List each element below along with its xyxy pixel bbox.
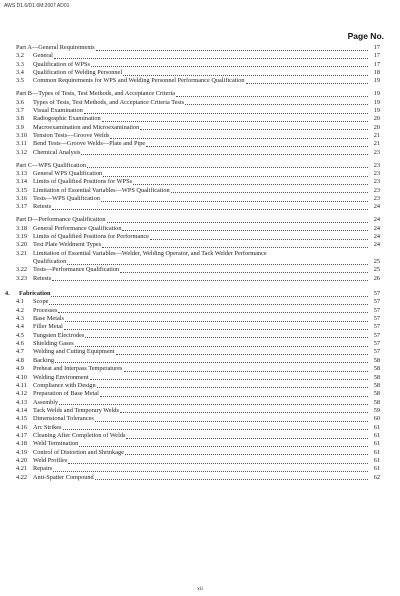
toc-page-number: 24 [373, 224, 380, 232]
toc-entry-title: Weld Termination [33, 440, 79, 448]
toc-entry[interactable] [0, 107, 400, 115]
toc-entry[interactable] [0, 178, 400, 186]
toc-entry-title: Retests [33, 203, 52, 211]
toc-entry[interactable] [0, 99, 400, 107]
toc-page-number: 19 [373, 77, 380, 85]
toc-page-number: 57 [373, 340, 380, 348]
toc-entry[interactable] [0, 307, 400, 315]
toc-entry-number: 4.20 [16, 456, 28, 464]
dot-leader [125, 449, 368, 456]
toc-entry-number: 3.20 [16, 241, 28, 249]
toc-page-number: 19 [373, 90, 380, 98]
toc-page-number: 23 [373, 178, 380, 186]
toc-entry[interactable] [0, 233, 400, 241]
toc-entry-title: Limitation of Essential Variables—Welder, Welding Operator, and Tack Welder Performance [33, 249, 267, 257]
toc-entry-title: Compliance with Design [33, 381, 96, 389]
toc-entry[interactable] [0, 348, 400, 356]
toc-entry[interactable] [0, 424, 400, 432]
toc-entry-number: 4.8 [16, 356, 24, 364]
dot-leader [171, 187, 368, 194]
dot-leader [122, 225, 368, 232]
toc-entry-title: Fabrication [19, 290, 51, 298]
dot-leader [176, 90, 368, 97]
toc-entry-number: 4.18 [16, 440, 28, 448]
dot-leader [53, 465, 368, 472]
dot-leader [49, 298, 368, 305]
table-of-contents [0, 44, 400, 482]
toc-entry-number: 4.7 [16, 348, 24, 356]
toc-entry-title: Preparation of Base Metal [33, 390, 99, 398]
toc-page-number: 25 [373, 258, 380, 266]
dot-leader [64, 323, 368, 330]
toc-entry-number: 3.19 [16, 233, 28, 240]
dot-leader [120, 407, 368, 414]
toc-entry-number: 3.18 [16, 224, 28, 232]
toc-entry-title: Welding and Cutting Equipment [33, 348, 115, 356]
dot-leader [107, 216, 368, 223]
dot-leader [123, 69, 368, 76]
toc-entry-number: 3.6 [16, 98, 24, 106]
toc-entry-number: 3.4 [16, 69, 24, 77]
toc-entry-number: 4.3 [16, 315, 24, 323]
toc-entry-title: Bend Tests—Groove Welds—Plate and Pipe [33, 140, 146, 148]
toc-entry-number: 4.15 [16, 415, 28, 423]
dot-leader [100, 390, 368, 397]
toc-page-number: 58 [373, 398, 380, 406]
dot-leader [246, 77, 368, 84]
toc-entry[interactable] [0, 241, 400, 249]
toc-entry-number: 3.2 [16, 52, 24, 60]
toc-entry-number: 4.21 [16, 465, 28, 473]
toc-page-number: 24 [373, 241, 380, 249]
toc-entry[interactable] [0, 323, 400, 331]
toc-entry-number: 4.16 [16, 423, 28, 431]
toc-entry-title: Processes [33, 306, 58, 314]
toc-entry-title: Retests [33, 274, 52, 282]
dot-leader [133, 178, 368, 185]
toc-entry[interactable] [0, 474, 400, 482]
toc-entry[interactable] [0, 132, 400, 140]
dot-leader [124, 365, 369, 372]
toc-entry-title: Scope [33, 298, 49, 306]
dot-leader [51, 290, 368, 297]
toc-page-number: 61 [373, 448, 380, 456]
toc-entry-title: Assembly [33, 398, 59, 406]
toc-entry-title: Part D—Performance Qualification [16, 216, 106, 224]
toc-entry-number: 3.23 [16, 274, 28, 282]
toc-entry-title: General Performance Qualification [33, 224, 122, 232]
toc-page-number: 17 [373, 52, 380, 60]
toc-entry-title: Repairs [33, 465, 53, 473]
toc-page-number: 57 [373, 331, 380, 339]
dot-leader [103, 170, 368, 177]
toc-entry-number: 4.11 [16, 381, 27, 389]
toc-entry-title: Cleaning After Completion of Welds [33, 431, 126, 439]
toc-page-number: 19 [373, 107, 380, 114]
toc-page-number: 61 [373, 465, 380, 473]
toc-page-number: 60 [373, 415, 380, 423]
toc-entry[interactable] [0, 357, 400, 365]
toc-entry[interactable] [0, 407, 400, 415]
toc-entry-title: Part C—WPS Qualification [16, 161, 86, 169]
toc-page-number: 17 [373, 60, 380, 68]
dot-leader [81, 149, 368, 156]
toc-entry-number: 4.4 [16, 323, 24, 331]
toc-entry-wrapped[interactable] [0, 250, 400, 258]
toc-page-number: 19 [373, 98, 380, 106]
toc-entry-continuation[interactable] [0, 258, 400, 266]
toc-entry-number: 4.5 [16, 331, 24, 339]
toc-page-number: 57 [373, 323, 380, 331]
toc-page-number: 26 [373, 274, 380, 282]
toc-entry[interactable] [0, 298, 400, 306]
toc-page-number: 23 [373, 161, 380, 169]
toc-entry-title: Tests—Performance Qualification [33, 266, 120, 274]
dot-leader [102, 115, 368, 122]
toc-entry-number: 4.12 [16, 390, 28, 398]
toc-page-number: 57 [373, 315, 380, 323]
toc-entry-title: Tack Welds and Temporary Welds [33, 406, 119, 414]
toc-entry-title: General WPS Qualification [33, 170, 103, 177]
toc-entry-number: 3.14 [16, 178, 28, 186]
dot-leader [58, 307, 368, 314]
toc-entry-title: Anti-Spatter Compound [33, 473, 94, 481]
toc-page-number: 21 [373, 132, 380, 140]
toc-entry-number: 4.2 [16, 306, 24, 314]
toc-page-number: 61 [373, 431, 380, 439]
dot-leader [96, 44, 368, 51]
toc-entry-number: 3.13 [16, 170, 28, 177]
toc-part-heading[interactable] [0, 216, 400, 224]
toc-entry-number: 4.19 [16, 448, 28, 456]
toc-entry-title: Qualification of Welding Personnel [33, 69, 123, 77]
toc-entry-title: Weld Profiles [33, 456, 68, 464]
dot-leader [67, 258, 368, 265]
toc-chapter-heading[interactable] [0, 290, 400, 298]
toc-page-number: 57 [373, 348, 380, 356]
toc-page-number: 58 [373, 356, 380, 364]
toc-entry-title: Welding Environment [33, 373, 89, 381]
toc-page-number: 20 [373, 115, 380, 123]
toc-entry[interactable] [0, 124, 400, 132]
toc-entry-title: Backing [33, 356, 54, 364]
toc-entry[interactable] [0, 140, 400, 148]
dot-leader [102, 241, 368, 248]
dot-leader [87, 162, 368, 169]
toc-entry-title: Tension Tests—Groove Welds [33, 132, 110, 140]
toc-entry[interactable] [0, 77, 400, 85]
toc-page-number: 24 [373, 216, 380, 224]
dot-leader [91, 61, 368, 68]
page-no-label: Page No. [347, 31, 384, 41]
toc-entry[interactable] [0, 275, 400, 283]
toc-entry-number: 4.14 [16, 406, 28, 414]
dot-leader [79, 440, 368, 447]
dot-leader [90, 374, 368, 381]
toc-entry-number: 3.17 [16, 203, 28, 211]
toc-page-number: 61 [373, 440, 380, 448]
dot-leader [54, 52, 368, 59]
toc-entry[interactable] [0, 390, 400, 398]
toc-entry-title: Radiographic Examination [33, 115, 101, 123]
toc-entry-number: 3.9 [16, 123, 24, 131]
toc-entry[interactable] [0, 374, 400, 382]
toc-entry-title: Types of Tests, Test Methods, and Acceptance Criteria Tests [33, 98, 185, 106]
toc-page-number: 23 [373, 186, 380, 194]
toc-entry-title: General [33, 52, 53, 60]
dot-leader [110, 132, 368, 139]
toc-entry-number: 4. [5, 290, 10, 298]
toc-page-number: 23 [373, 148, 380, 156]
toc-entry-number: 3.11 [16, 140, 27, 148]
toc-entry[interactable] [0, 465, 400, 473]
dot-leader [75, 340, 368, 347]
toc-page-number: 61 [373, 456, 380, 464]
toc-part-heading[interactable] [0, 162, 400, 170]
toc-entry-title: Limitation of Essential Variables—WPS Qualification [33, 186, 170, 194]
toc-entry[interactable] [0, 340, 400, 348]
toc-page-number: 23 [373, 195, 380, 203]
toc-entry[interactable] [0, 170, 400, 178]
toc-page-number: 18 [373, 69, 380, 77]
toc-page-number: 24 [373, 203, 380, 211]
dot-leader [95, 474, 368, 481]
toc-entry-number: 3.22 [16, 266, 28, 274]
toc-page-number: 21 [373, 140, 380, 148]
dot-leader [52, 275, 368, 282]
toc-entry-title: Filler Metal [33, 323, 63, 331]
toc-entry[interactable] [0, 415, 400, 423]
dot-leader [185, 99, 368, 106]
toc-entry-title: Tungsten Electrodes [33, 331, 85, 339]
toc-entry-title: Base Metals [33, 315, 64, 323]
toc-page-number: 23 [373, 170, 380, 177]
toc-part-heading[interactable] [0, 44, 400, 52]
toc-page-number: 57 [373, 306, 380, 314]
page-number: xii [197, 586, 203, 592]
toc-entry-title: Qualification [33, 258, 67, 266]
dot-leader [52, 203, 368, 210]
toc-entry-title: Dimensional Tolerances [33, 415, 94, 423]
toc-entry[interactable] [0, 432, 400, 440]
toc-entry-title: Preheat and Interpass Temperatures [33, 365, 123, 373]
dot-leader [95, 415, 368, 422]
toc-part-heading[interactable] [0, 90, 400, 98]
toc-entry-number: 3.12 [16, 148, 28, 156]
toc-page-number: 17 [373, 44, 380, 51]
toc-page-number: 57 [373, 290, 380, 298]
toc-entry[interactable] [0, 149, 400, 157]
toc-page-number: 25 [373, 266, 380, 274]
toc-entry-number: 3.5 [16, 77, 24, 85]
toc-entry[interactable] [0, 365, 400, 373]
toc-page-number: 24 [373, 233, 380, 240]
dot-leader [116, 348, 368, 355]
toc-entry-title: Test Plate Weldment Types [33, 241, 102, 249]
toc-entry[interactable] [0, 457, 400, 465]
dot-leader [59, 399, 368, 406]
dot-leader [85, 332, 368, 339]
running-head: AWS D1.6/D1.6M:2007 AD01 [4, 3, 70, 9]
toc-entry[interactable] [0, 187, 400, 195]
toc-entry[interactable] [0, 203, 400, 211]
toc-entry-title: Qualification of WPSs [33, 60, 90, 68]
section-gap [0, 283, 400, 290]
toc-entry-number: 3.10 [16, 132, 28, 140]
toc-page-number: 58 [373, 365, 380, 373]
toc-entry-number: 4.1 [16, 298, 24, 306]
toc-entry[interactable] [0, 61, 400, 69]
toc-page-number: 58 [373, 373, 380, 381]
dot-leader [150, 233, 368, 240]
toc-entry-title: Limits of Qualified Positions for WPSs [33, 178, 133, 186]
toc-entry-number: 3.21 [16, 249, 28, 257]
toc-entry[interactable] [0, 440, 400, 448]
toc-entry[interactable] [0, 399, 400, 407]
toc-page-number: 58 [373, 390, 380, 398]
toc-entry-title: Arc Strikes [33, 423, 62, 431]
toc-entry-number: 4.9 [16, 365, 24, 373]
dot-leader [126, 432, 368, 439]
toc-entry[interactable] [0, 315, 400, 323]
toc-page-number: 61 [373, 423, 380, 431]
toc-entry-title: Part B—Types of Tests, Test Methods, and Acceptance Criteria [16, 90, 175, 98]
dot-leader [55, 357, 368, 364]
toc-entry-number: 4.22 [16, 473, 28, 481]
toc-entry-title: Visual Examination [33, 107, 83, 114]
dot-leader [101, 195, 368, 202]
toc-entry[interactable] [0, 332, 400, 340]
toc-entry-number: 4.6 [16, 340, 24, 348]
toc-entry-number: 4.17 [16, 431, 28, 439]
toc-entry-number: 4.13 [16, 398, 28, 406]
toc-entry-number: 3.16 [16, 195, 28, 203]
toc-entry[interactable] [0, 52, 400, 60]
toc-entry-title: Common Requirements for WPS and Welding Personnel Performance Qualification [33, 77, 245, 85]
toc-entry[interactable] [0, 69, 400, 77]
toc-page-number: 57 [373, 298, 380, 306]
dot-leader [97, 382, 368, 389]
toc-entry[interactable] [0, 115, 400, 123]
toc-page-number: 20 [373, 123, 380, 131]
dot-leader [120, 266, 368, 273]
toc-page-number: 58 [373, 381, 380, 389]
toc-entry[interactable] [0, 225, 400, 233]
toc-entry-number: 3.7 [16, 107, 24, 114]
toc-entry-title: Chemical Analysis [33, 148, 81, 156]
toc-entry-number: 3.15 [16, 186, 28, 194]
dot-leader [68, 457, 368, 464]
toc-entry-title: Shielding Gases [33, 340, 74, 348]
dot-leader [140, 124, 368, 131]
toc-entry[interactable] [0, 195, 400, 203]
toc-entry-number: 4.10 [16, 373, 28, 381]
dot-leader [65, 315, 368, 322]
dot-leader [63, 424, 368, 431]
toc-entry-title: Tests—WPS Qualification [33, 195, 100, 203]
toc-entry-number: 3.3 [16, 60, 24, 68]
dot-leader [146, 140, 368, 147]
toc-entry-title: Part A—General Requirements [16, 44, 95, 51]
toc-entry-number: 3.8 [16, 115, 24, 123]
toc-entry[interactable] [0, 266, 400, 274]
toc-entry[interactable] [0, 382, 400, 390]
dot-leader [84, 107, 368, 114]
toc-entry[interactable] [0, 449, 400, 457]
toc-entry-title: Macroexamination and Microexamination [33, 123, 140, 131]
toc-entry-title: Control of Distortion and Shrinkage [33, 448, 124, 456]
toc-page-number: 62 [373, 473, 380, 481]
toc-page-number: 59 [373, 406, 380, 414]
toc-entry-title: Limits of Qualified Positions for Performance [33, 233, 149, 240]
